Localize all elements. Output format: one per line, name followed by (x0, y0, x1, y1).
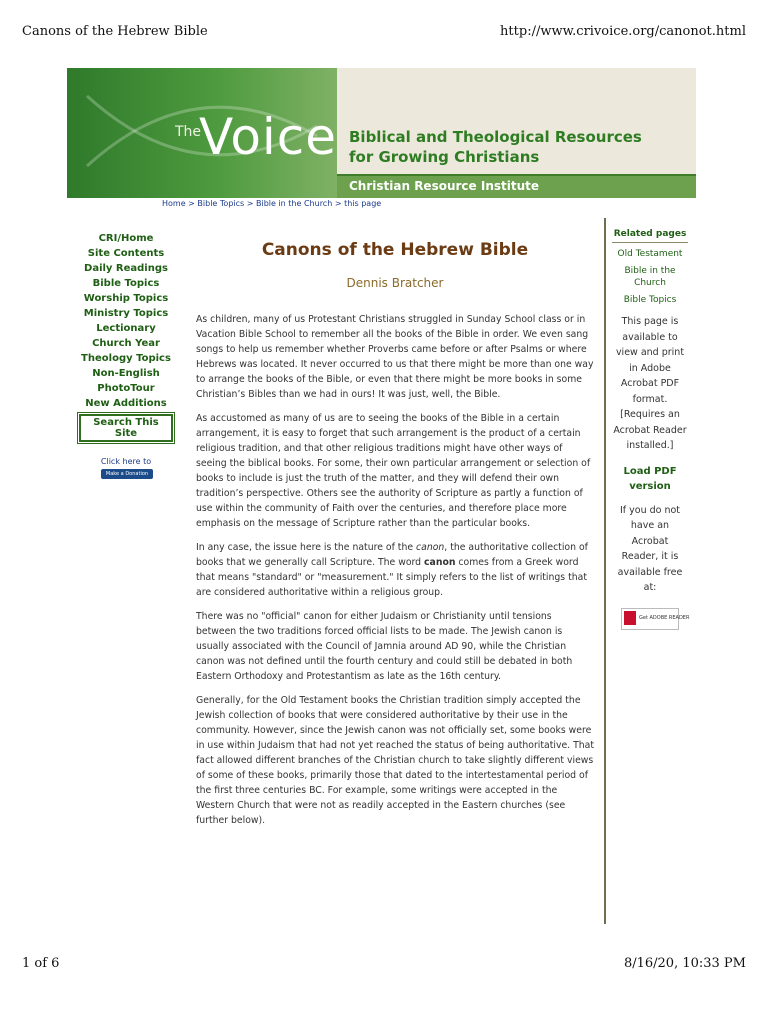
adobe-reader-badge[interactable] (621, 608, 690, 630)
banner-tagline-2: for Growing Christians (349, 148, 540, 166)
pdf-note: This page is available to view and print in Adobe Acrobat PDF format. [Requires an Acrobat Reader installed.] (613, 316, 687, 451)
article-author: Dennis Bratcher (346, 276, 444, 290)
print-footer-datetime: 8/16/20, 10:33 PM (623, 956, 746, 971)
breadcrumb-separator: > (185, 199, 198, 208)
reader-note: If you do not have an Acrobat Reader, it is available free at: (617, 504, 683, 593)
adobe-badge-text: Get ADOBE READER (639, 614, 690, 621)
banner-org-name: Christian Resource Institute (349, 179, 540, 193)
article-paragraph: Generally, for the Old Testament books the Christian tradition simply accepted the Jewish collection of books that were considered authoritative by their use in the community. However, since the Jewish canon was not officially set, some books were in use within Judaism that had not yet reached the status of being authoritative. That fact allowed different branches of the Christian church to take slightly different views of some of these books, primarily those that dated to the intertestamental period of the first three centuries BC. For example, some writings were accepted in the Western Church that were not as readily accepted in the Eastern churches (see further below). (196, 695, 595, 826)
nav-item-site-contents[interactable]: Site Contents (87, 248, 165, 259)
site-banner[interactable] (67, 68, 696, 198)
paragraph-text: , the authoritative collection of books that we generally call Scripture. The word (196, 542, 588, 568)
nav-item-worship-topics[interactable]: Worship Topics (83, 293, 169, 304)
donate-prompt: Click here to (100, 457, 152, 466)
nav-item-daily-readings[interactable]: Daily Readings (84, 263, 168, 274)
logo-the: The (175, 124, 202, 140)
nav-item-bible-topics[interactable]: Bible Topics (92, 278, 160, 289)
breadcrumb-this-page[interactable]: this page (344, 199, 382, 208)
article-paragraph (196, 540, 594, 600)
print-footer (22, 956, 746, 972)
nav-item-lectionary[interactable]: Lectionary (96, 323, 156, 334)
adobe-icon (624, 611, 636, 625)
nav-item-ministry-topics[interactable]: Ministry Topics (83, 308, 169, 319)
related-link-bible-topics[interactable]: Bible Topics (623, 295, 677, 305)
banner-tagline-1: Biblical and Theological Resources (349, 128, 642, 146)
article-paragraph: As accustomed as many of us are to seeing the books of the Bible in a certain arrangement, it is easy to forget that such arrangement is the product of a certain religious tradition, and that other religious traditions might have other ways of seeing the biblical books. For some, their own particular arrangement or selection of books to include is just the truth of the matter, and they will defend their own tradition’s perspective. Others see the authority of Scripture as partly a function of use within the community of Faith over the centuries, and therefore place more emphasis on the message of Scripture rather than the particular books. (196, 413, 591, 529)
print-header (22, 24, 746, 40)
paragraph-text: In any case, the issue here is the nature of the (196, 542, 417, 553)
related-link-old-testament[interactable]: Old Testament (617, 249, 683, 259)
search-site-button[interactable]: Search This Site (79, 414, 173, 442)
emphasis-canon: canon (416, 542, 445, 553)
breadcrumb-separator: > (332, 199, 345, 208)
related-pages-heading: Related pages (613, 229, 687, 239)
nav-item-church-year[interactable]: Church Year (92, 338, 160, 349)
logo-voice: Voice (199, 108, 338, 166)
load-pdf-link[interactable]: Load PDF version (623, 465, 677, 492)
nav-item-non-english[interactable]: Non-English (92, 368, 160, 379)
left-nav (78, 231, 174, 442)
breadcrumb-home[interactable]: Home (162, 199, 186, 208)
related-pages-rule (612, 242, 688, 243)
breadcrumb-bible-topics[interactable]: Bible Topics (197, 199, 245, 208)
paragraph-text: comes from a Greek word that means "standard" or "measurement." It simply refers to the list of writings that are considered authoritative within a religious group. (196, 557, 587, 598)
article-paragraph: There was no "official" canon for either Judaism or Christianity until tensions between the two traditions forced official lists to be made. The Jewish canon is usually associated with the Council of Jamnia around AD 90, while the Christian canon was not defined until the fourth century and could still be debated in both Eastern Orthodoxy and Protestantism as late as the 16th century. (196, 611, 573, 682)
donate-button[interactable]: Make a Donation (101, 469, 153, 479)
article-title: Canons of the Hebrew Bible (261, 240, 529, 260)
right-sidebar (612, 229, 688, 630)
print-header-url: http://www.crivoice.org/canonot.html (500, 24, 746, 39)
related-link-bible-in-church[interactable]: Bible in the Church (624, 266, 676, 288)
breadcrumb-separator: > (244, 199, 256, 208)
strong-canon: canon (424, 557, 456, 568)
nav-item-cri-home[interactable]: CRI/Home (98, 233, 154, 244)
print-header-title: Canons of the Hebrew Bible (22, 24, 208, 39)
breadcrumb-bible-in-church[interactable]: Bible in the Church (255, 199, 333, 208)
nav-item-phototour[interactable]: PhotoTour (97, 383, 155, 394)
nav-item-new-additions[interactable]: New Additions (85, 398, 167, 409)
article-body (196, 312, 594, 828)
nav-item-theology-topics[interactable]: Theology Topics (81, 353, 171, 364)
article-paragraph: As children, many of us Protestant Christians struggled in Sunday School class or in Vacation Bible School to remember all the books of the Bible in order. We even sang songs to help us remember whether Proverbs came before or after Psalms or where Hebrews was located. It never occurred to us that there might be more than one way to arrange the books of the Bible, or even that there might be more books in some Christian’s Bibles than we had in ours! It was just, well, the Bible. (196, 314, 594, 400)
article (196, 240, 594, 837)
breadcrumb (162, 199, 381, 208)
sidebar-divider (604, 218, 606, 924)
print-footer-page: 1 of 6 (22, 956, 60, 971)
